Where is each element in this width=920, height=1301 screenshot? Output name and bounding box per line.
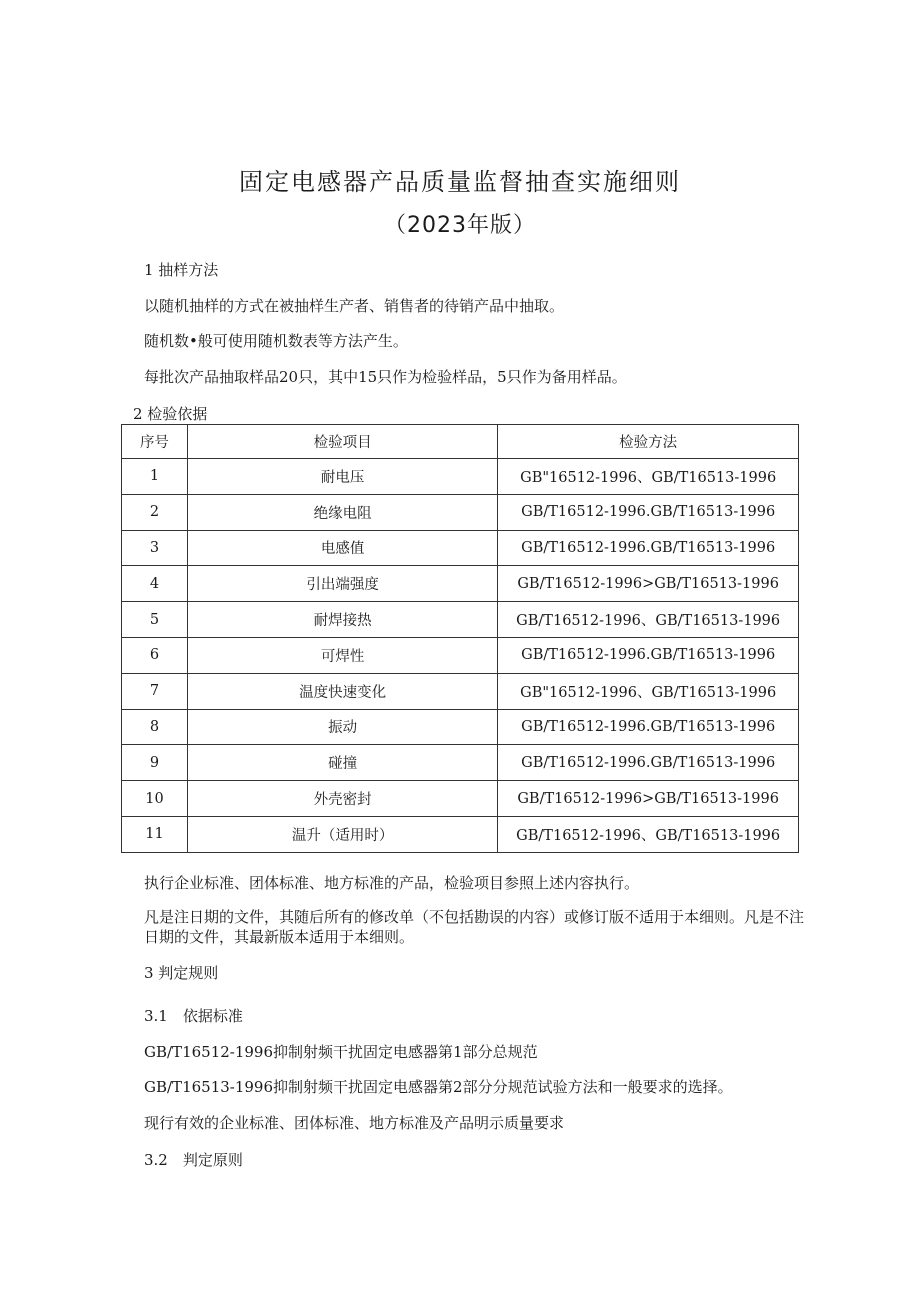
row-method-cell: GB/T16512-1996.GB/T16513-1996 — [498, 494, 799, 530]
row-method-cell: GB/T16512-1996、GB/T16513-1996 — [498, 816, 799, 852]
row-no-cell: 1 — [122, 459, 188, 495]
row-item-cell: 碰撞 — [187, 745, 497, 781]
row-no-cell: 8 — [122, 709, 188, 745]
table-row — [122, 530, 799, 566]
row-no-cell: 2 — [122, 494, 188, 530]
standard-line-3: 现行有效的企业标准、团体标准、地方标准及产品明示质量要求 — [144, 1114, 565, 1132]
row-item-cell: 可焊性 — [187, 637, 497, 673]
sampling-paragraph-2: 随机数•般可使用随机数表等方法产生。 — [144, 332, 408, 350]
section-2-heading: 2 检验依据 — [133, 405, 208, 423]
header-cell-no: 序号 — [122, 425, 188, 459]
row-no-cell: 9 — [122, 745, 188, 781]
table-row — [122, 602, 799, 638]
subsection-3-2-heading: 3.2 判定原则 — [144, 1151, 243, 1169]
sampling-paragraph-1: 以随机抽样的方式在被抽样生产者、销售者的待销产品中抽取。 — [144, 297, 565, 315]
document-title: 固定电感器产品质量监督抽查实施细则 — [239, 168, 681, 196]
header-cell-item: 检验项目 — [187, 425, 497, 459]
row-no-cell: 7 — [122, 673, 188, 709]
section-1-heading: 1 抽样方法 — [144, 261, 219, 279]
row-method-cell: GB/T16512-1996>GB/T16513-1996 — [498, 781, 799, 817]
table-row — [122, 709, 799, 745]
sampling-paragraph-3: 每批次产品抽取样品20只，其中15只作为检验样品，5只作为备用样品。 — [144, 368, 627, 386]
table-header-row — [122, 425, 799, 459]
row-item-cell: 耐焊接热 — [187, 602, 497, 638]
row-method-cell: GB"16512-1996、GB/T16513-1996 — [498, 673, 799, 709]
row-no-cell: 11 — [122, 816, 188, 852]
row-no-cell: 5 — [122, 602, 188, 638]
note-paragraph-1: 执行企业标准、团体标准、地方标准的产品，检验项目参照上述内容执行。 — [144, 874, 640, 892]
row-item-cell: 电感值 — [187, 530, 497, 566]
row-item-cell: 温度快速变化 — [187, 673, 497, 709]
row-method-cell: GB/T16512-1996.GB/T16513-1996 — [498, 530, 799, 566]
subsection-3-1-heading: 3.1 依据标准 — [144, 1007, 243, 1025]
table-row — [122, 494, 799, 530]
table-row — [122, 816, 799, 852]
row-item-cell: 振动 — [187, 709, 497, 745]
table-row — [122, 745, 799, 781]
row-item-cell: 温升（适用时） — [187, 816, 497, 852]
row-item-cell: 外壳密封 — [187, 781, 497, 817]
row-item-cell: 耐电压 — [187, 459, 497, 495]
table-row — [122, 673, 799, 709]
inspection-table — [121, 424, 799, 853]
row-method-cell: GB/T16512-1996>GB/T16513-1996 — [498, 566, 799, 602]
document-subtitle: （2023年版） — [384, 213, 536, 238]
row-method-cell: GB/T16512-1996.GB/T16513-1996 — [498, 745, 799, 781]
section-3-heading: 3 判定规则 — [144, 964, 219, 982]
table-row — [122, 566, 799, 602]
row-no-cell: 3 — [122, 530, 188, 566]
row-no-cell: 6 — [122, 637, 188, 673]
table-row — [122, 459, 799, 495]
row-method-cell: GB"16512-1996、GB/T16513-1996 — [498, 459, 799, 495]
row-no-cell: 4 — [122, 566, 188, 602]
row-method-cell: GB/T16512-1996、GB/T16513-1996 — [498, 602, 799, 638]
row-method-cell: GB/T16512-1996.GB/T16513-1996 — [498, 637, 799, 673]
note-paragraph-2 — [144, 907, 812, 947]
standard-line-1: GB/T16512-1996抑制射频干扰固定电感器第1部分总规范 — [144, 1043, 538, 1061]
note-paragraph-2-text: 凡是注日期的文件，其随后所有的修改单（不包括勘误的内容）或修订版不适用于本细则。凡是不注日期的文件，其最新版本适用于本细则。 — [144, 908, 805, 946]
row-method-cell: GB/T16512-1996.GB/T16513-1996 — [498, 709, 799, 745]
standard-line-2: GB/T16513-1996抑制射频干扰固定电感器第2部分分规范试验方法和一般要求的选择。 — [144, 1078, 733, 1096]
row-item-cell: 绝缘电阻 — [187, 494, 497, 530]
header-cell-method: 检验方法 — [498, 425, 799, 459]
table-row — [122, 781, 799, 817]
table-row — [122, 637, 799, 673]
row-no-cell: 10 — [122, 781, 188, 817]
row-item-cell: 引出端强度 — [187, 566, 497, 602]
